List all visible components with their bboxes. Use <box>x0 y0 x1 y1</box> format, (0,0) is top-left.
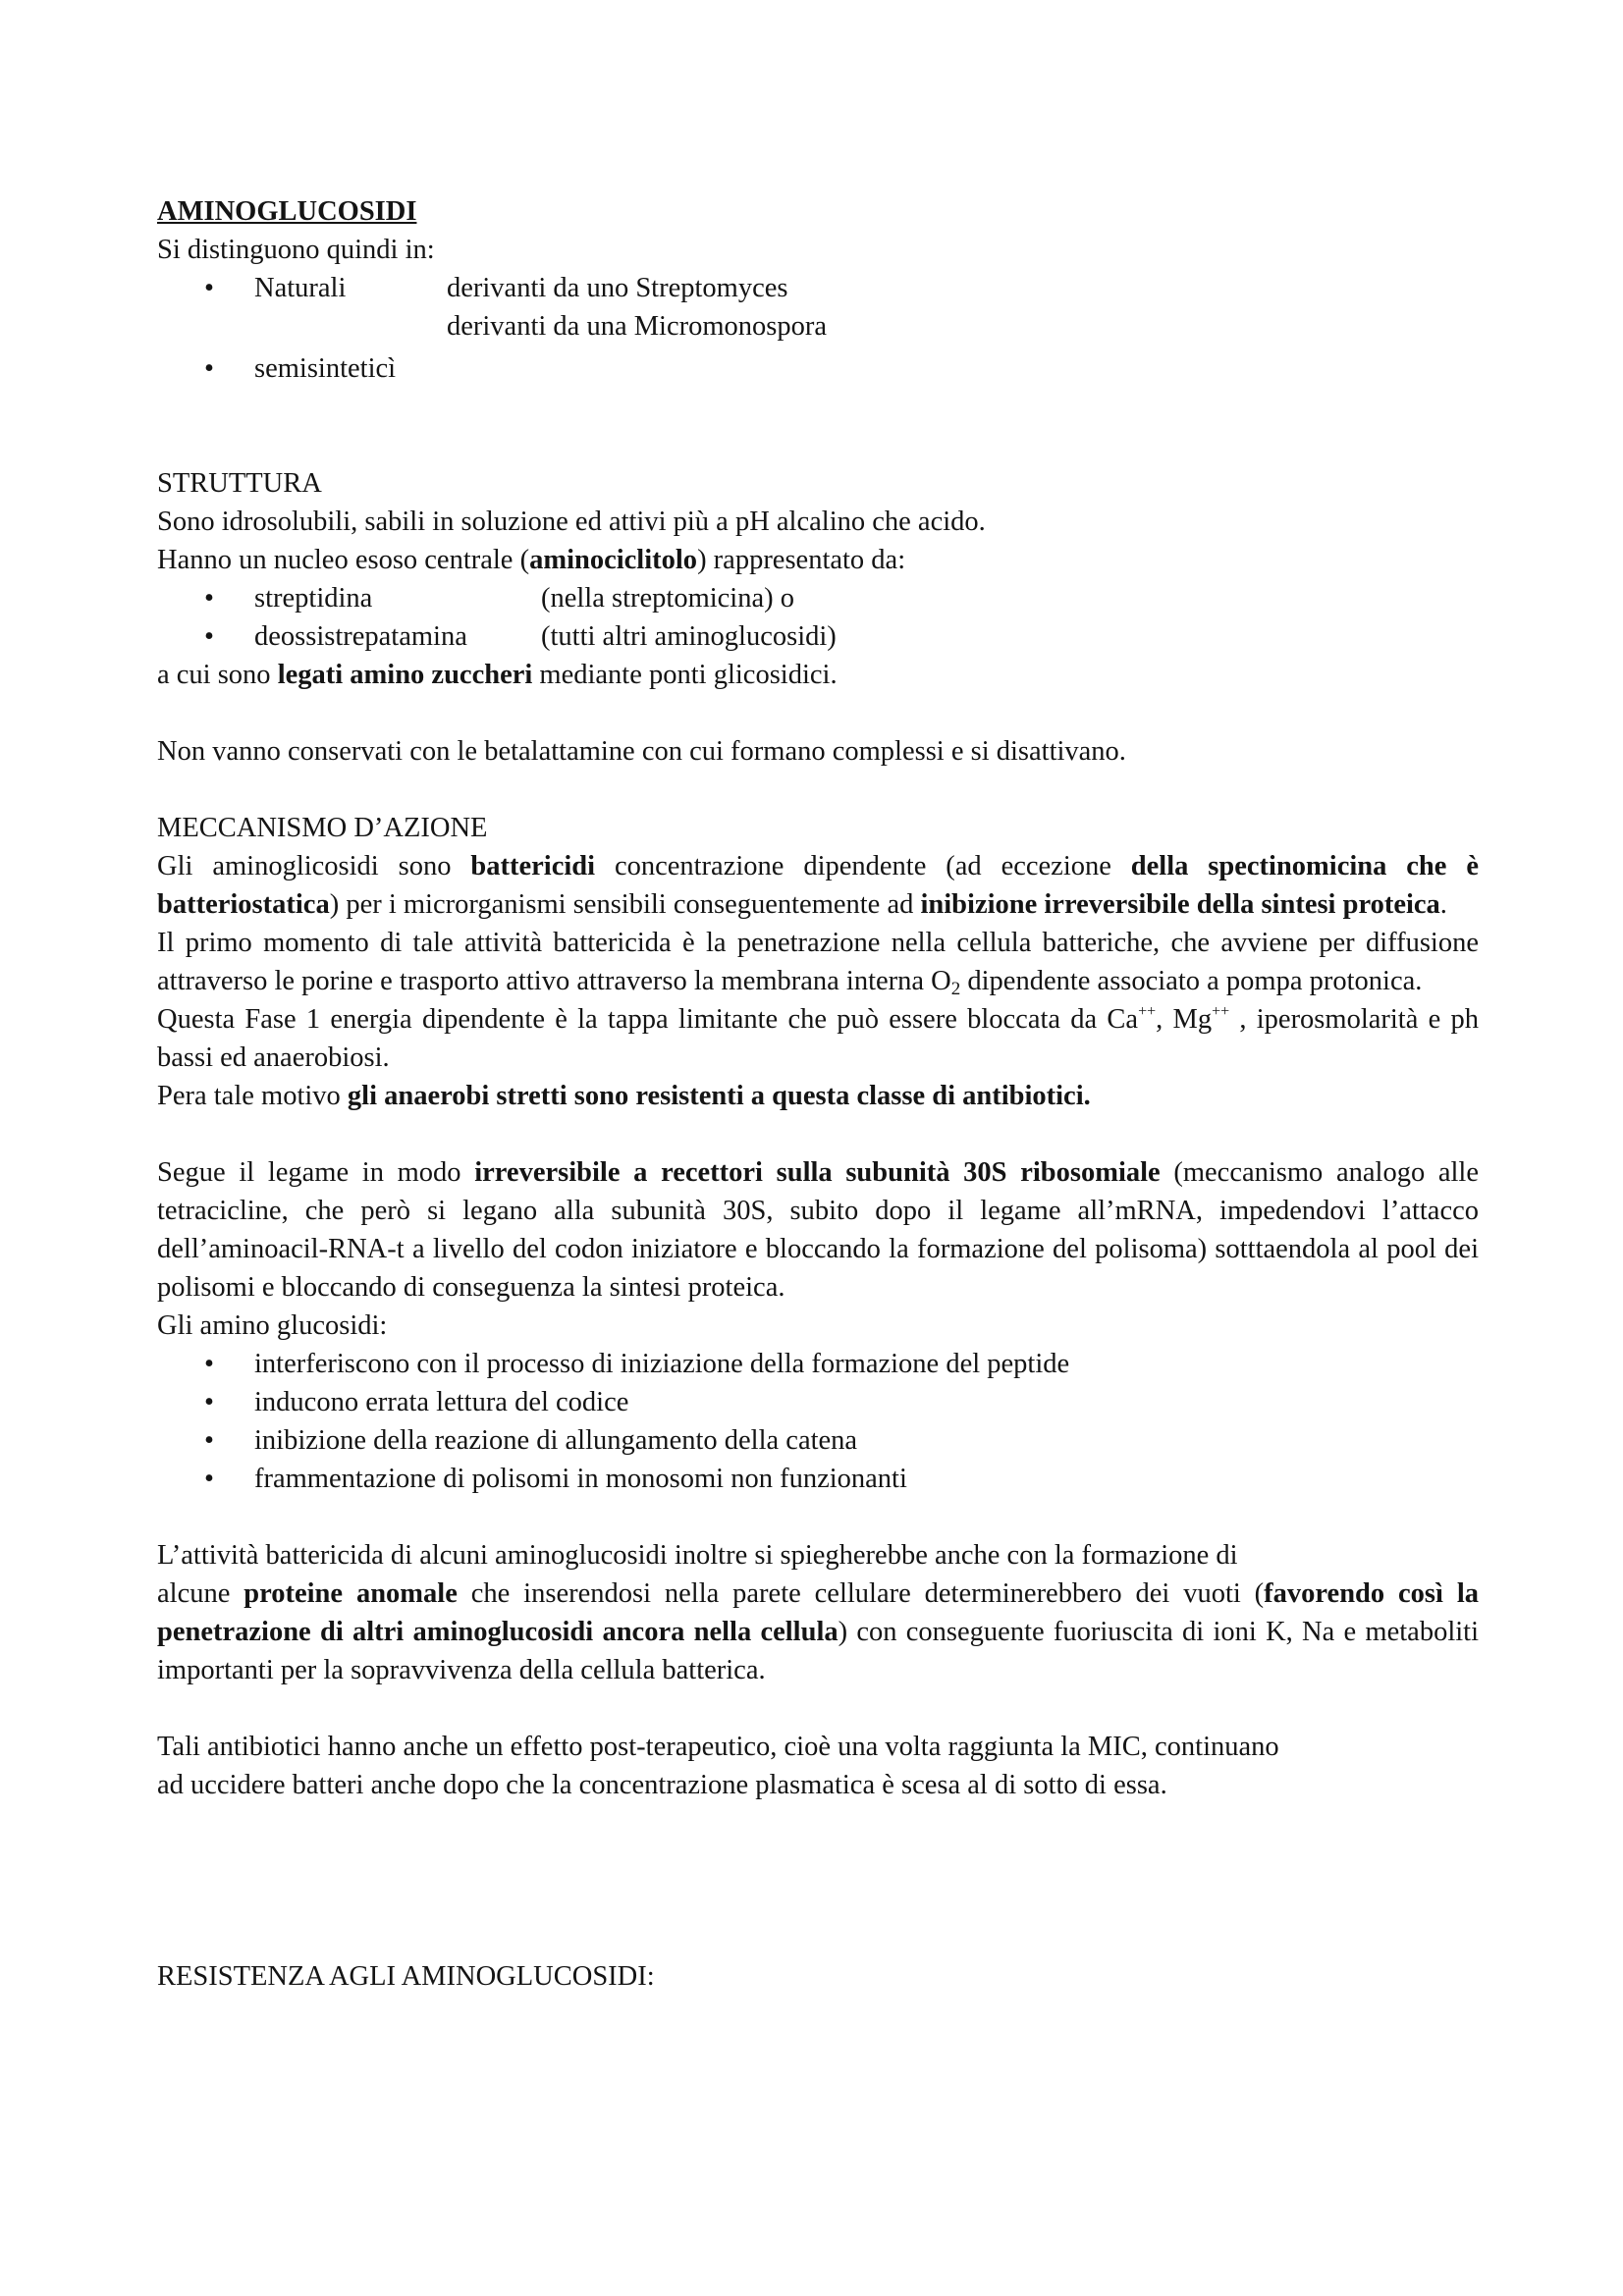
classification-list <box>157 269 1479 388</box>
meccanismo-paragraph-3: Questa Fase 1 energia dipendente è la tappa limitante che può essere bloccata da Ca++, Mg++ , iperosmolarità e ph bassi ed anaerobiosi. <box>157 1003 1480 1073</box>
meccanismo-paragraph-4: Pera tale motivo gli anaerobi stretti sono resistenti a questa classe di antibiotici. <box>157 1081 1091 1111</box>
effects-list <box>157 1345 1479 1498</box>
section-heading-struttura: STRUTTURA <box>157 468 322 499</box>
list-item-semisintetici <box>157 349 1479 388</box>
bullet-icon: • <box>204 583 214 614</box>
meccanismo-paragraph-1: Gli aminoglicosidi sono battericidi concentrazione dipendente (ad eccezione della spectinomicina che è batteriostatica) per i microrganismi sensibili conseguentemente ad inibizione irreversibile della sintesi proteica. <box>157 851 1479 920</box>
bullet-icon: • <box>204 621 214 652</box>
naturali-line1: derivanti da uno Streptomyces <box>447 273 788 303</box>
list-item <box>157 617 1479 656</box>
item-name: streptidina <box>254 583 373 614</box>
section-heading-meccanismo: MECCANISMO D’AZIONE <box>157 813 488 843</box>
bullet-icon: • <box>204 353 214 384</box>
meccanismo-paragraph-7-line-1: L’attività battericida di alcuni aminoglucosidi inoltre si spiegherebbe anche con la formazione di <box>157 1540 1238 1571</box>
bullet-icon: • <box>204 1349 214 1379</box>
bullet-icon: • <box>204 273 214 303</box>
item-note: (tutti altri aminoglucosidi) <box>541 621 837 652</box>
item-note: (nella streptomicina) o <box>541 583 794 614</box>
bullet-icon: • <box>204 1464 214 1494</box>
list-item-naturali-continued <box>157 307 1479 346</box>
list-item: • interferiscono con il processo di iniziazione della formazione del peptide <box>157 1345 1479 1383</box>
list-item <box>157 579 1479 617</box>
aminociclitolo-list <box>157 579 1479 656</box>
semisintetici-label: semisinteticì <box>254 353 397 384</box>
page-title: AMINOGLUCOSIDI <box>157 196 417 227</box>
list-item-naturali <box>157 269 1479 307</box>
struttura-paragraph-2: Hanno un nucleo esoso centrale (aminociclitolo) rappresentato da: <box>157 545 906 575</box>
meccanismo-paragraph-7: alcune proteine anomale che inserendosi nella parete cellulare determinerebbero dei vuoti (favorendo così la penetrazione di altri aminoglucosidi ancora nella cellula) con conseguente fuoriuscita di ioni K, Na e metaboliti importanti per la sopravvivenza della cellula batterica. <box>157 1578 1479 1685</box>
item-name: deossistrepatamina <box>254 621 467 652</box>
naturali-line2: derivanti da una Micromonospora <box>447 311 828 342</box>
meccanismo-paragraph-2: Il primo momento di tale attività battericida è la penetrazione nella cellula batteriche, che avviene per diffusione attraverso le porine e trasporto attivo attraverso la membrana interna $O_2$ dipendente associato a pompa protonica. <box>157 928 1479 999</box>
bullet-icon: • <box>204 1387 214 1417</box>
meccanismo-paragraph-6: Gli amino glucosidi: <box>157 1310 388 1341</box>
naturali-label: Naturali <box>254 273 347 303</box>
meccanismo-paragraph-5: Segue il legame in modo irreversibile a recettori sulla subunità 30S ribosomiale (meccanismo analogo alle tetracicline, che però si legano alla subunità 30S, subito dopo il legame all’mRNA, impedendovi l’attacco dell’aminoacil-RNA-t a livello del codon iniziatore e bloccando la formazione del polisoma) sotttaendola al pool dei polisomi e bloccando di conseguenza la sintesi proteica. <box>157 1157 1479 1303</box>
list-item: • frammentazione di polisomi in monosomi non funzionanti <box>157 1460 1479 1498</box>
meccanismo-paragraph-8-line-2: ad uccidere batteri anche dopo che la concentrazione plasmatica è scesa al di sotto di essa. <box>157 1770 1167 1800</box>
meccanismo-paragraph-8-line-1: Tali antibiotici hanno anche un effetto post-terapeutico, cioè una volta raggiunta la MIC, continuano <box>157 1732 1279 1762</box>
struttura-paragraph-4: Non vanno conservati con le betalattamine con cui formano complessi e si disattivano. <box>157 736 1126 767</box>
bullet-icon: • <box>204 1425 214 1456</box>
struttura-paragraph-1: Sono idrosolubili, sabili in soluzione ed attivi più a pH alcalino che acido. <box>157 507 986 537</box>
list-item: • inducono errata lettura del codice <box>157 1383 1479 1421</box>
page-content <box>157 192 1479 1996</box>
section-heading-resistenza: RESISTENZA AGLI AMINOGLUCOSIDI: <box>157 1961 655 1992</box>
struttura-paragraph-3: a cui sono legati amino zuccheri mediante ponti glicosidici. <box>157 660 838 690</box>
intro-text: Si distinguono quindi in: <box>157 235 435 265</box>
list-item: • inibizione della reazione di allungamento della catena <box>157 1421 1479 1460</box>
